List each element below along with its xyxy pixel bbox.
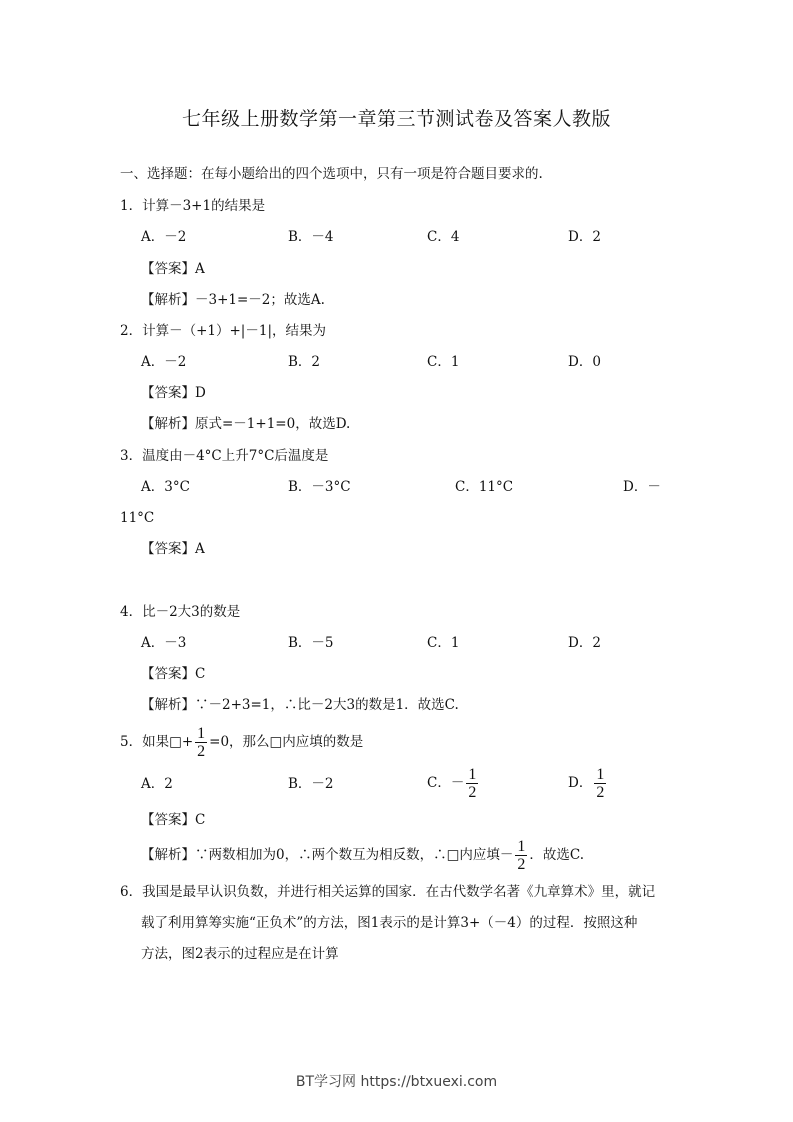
question-6-line-3: 方法，图2表示的过程应是在计算: [141, 946, 339, 962]
question-2-option-a: A．－2: [141, 354, 187, 370]
question-6-line-2: 载了利用算筹实施“正负术”的方法，图1表示的是计算3+（－4）的过程．按照这种: [141, 915, 638, 931]
fraction-denominator: 2: [197, 742, 206, 760]
question-1-option-c: C．4: [427, 229, 460, 245]
question-3-option-d-continued: 11°C: [120, 510, 155, 526]
question-1-stem: 1．计算－3+1的结果是: [120, 198, 266, 214]
question-5-option-c: [427, 765, 480, 801]
question-3-option-d: D．－: [623, 479, 661, 495]
fraction-numerator: 1: [468, 765, 477, 783]
question-2-option-d: D．0: [568, 354, 601, 370]
page-title: 七年级上册数学第一章第三节测试卷及答案人教版: [181, 108, 611, 130]
question-3-option-b: B．－3°C: [288, 479, 351, 495]
question-2-option-b: B．2: [288, 354, 321, 370]
analysis-suffix: ．故选C.: [529, 847, 584, 863]
analysis-prefix: 【解析】∵两数相加为0，∴两个数互为相反数，∴□内应填－: [141, 847, 514, 863]
question-5-stem-prefix: 5．如果□+: [120, 734, 194, 750]
question-3-answer: 【答案】A: [141, 541, 205, 557]
question-2-option-c: C．1: [427, 354, 460, 370]
fraction-denominator: 2: [517, 855, 526, 873]
option-d-label: D．: [568, 775, 593, 791]
question-3-stem: 3．温度由－4°C上升7°C后温度是: [120, 448, 329, 464]
question-4-option-d: D．2: [568, 635, 601, 651]
footer-watermark: BT学习网 https://btxuexi.com: [295, 1074, 498, 1090]
question-5-stem-suffix: =0，那么□内应填的数是: [209, 734, 364, 750]
question-5-option-a: A．2: [141, 776, 173, 792]
fraction-denominator: 2: [596, 783, 605, 801]
section-intro: 一、选择题：在每小题给出的四个选项中，只有一项是符合题目要求的.: [120, 166, 543, 182]
fraction-numerator: 1: [197, 724, 206, 742]
question-4-option-b: B．－5: [288, 635, 334, 651]
question-1-option-b: B．－4: [288, 229, 334, 245]
option-d-fraction: [594, 766, 606, 801]
question-1-option-d: D．2: [568, 229, 601, 245]
question-2-stem: 2．计算－（+1）+|－1|，结果为: [120, 323, 326, 339]
question-4-analysis: 【解析】∵－2+3=1，∴比－2大3的数是1．故选C.: [141, 697, 459, 713]
question-5-option-d: [568, 765, 608, 801]
question-6-line-1: 6．我国是最早认识负数，并进行相关运算的国家．在古代数学名著《九章算术》里，就记: [120, 884, 656, 900]
question-2-answer: 【答案】D: [141, 385, 206, 401]
question-1-answer: 【答案】A: [141, 261, 205, 277]
question-1-option-a: A．－2: [141, 229, 187, 245]
fraction-numerator: 1: [517, 837, 526, 855]
fraction-numerator: 1: [596, 765, 605, 783]
question-4-option-c: C．1: [427, 635, 460, 651]
question-4-stem: 4．比－2大3的数是: [120, 604, 241, 620]
question-1-analysis: 【解析】－3+1=－2；故选A.: [141, 292, 325, 308]
analysis-fraction: [515, 838, 527, 873]
question-5-stem-fraction: [195, 725, 207, 760]
question-5-answer: 【答案】C: [141, 812, 206, 828]
question-4-option-a: A．－3: [141, 635, 187, 651]
option-c-fraction: [466, 766, 478, 801]
question-4-answer: 【答案】C: [141, 666, 206, 682]
question-3-option-c: C．11°C: [455, 479, 514, 495]
question-2-analysis: 【解析】原式=－1+1=0，故选D.: [141, 416, 351, 432]
question-5-analysis: [141, 837, 584, 873]
fraction-denominator: 2: [468, 783, 477, 801]
question-5-stem: [120, 724, 363, 760]
question-5-option-b: B．－2: [288, 776, 334, 792]
question-3-option-a: A．3°C: [141, 479, 190, 495]
option-c-label: C．－: [427, 775, 465, 791]
